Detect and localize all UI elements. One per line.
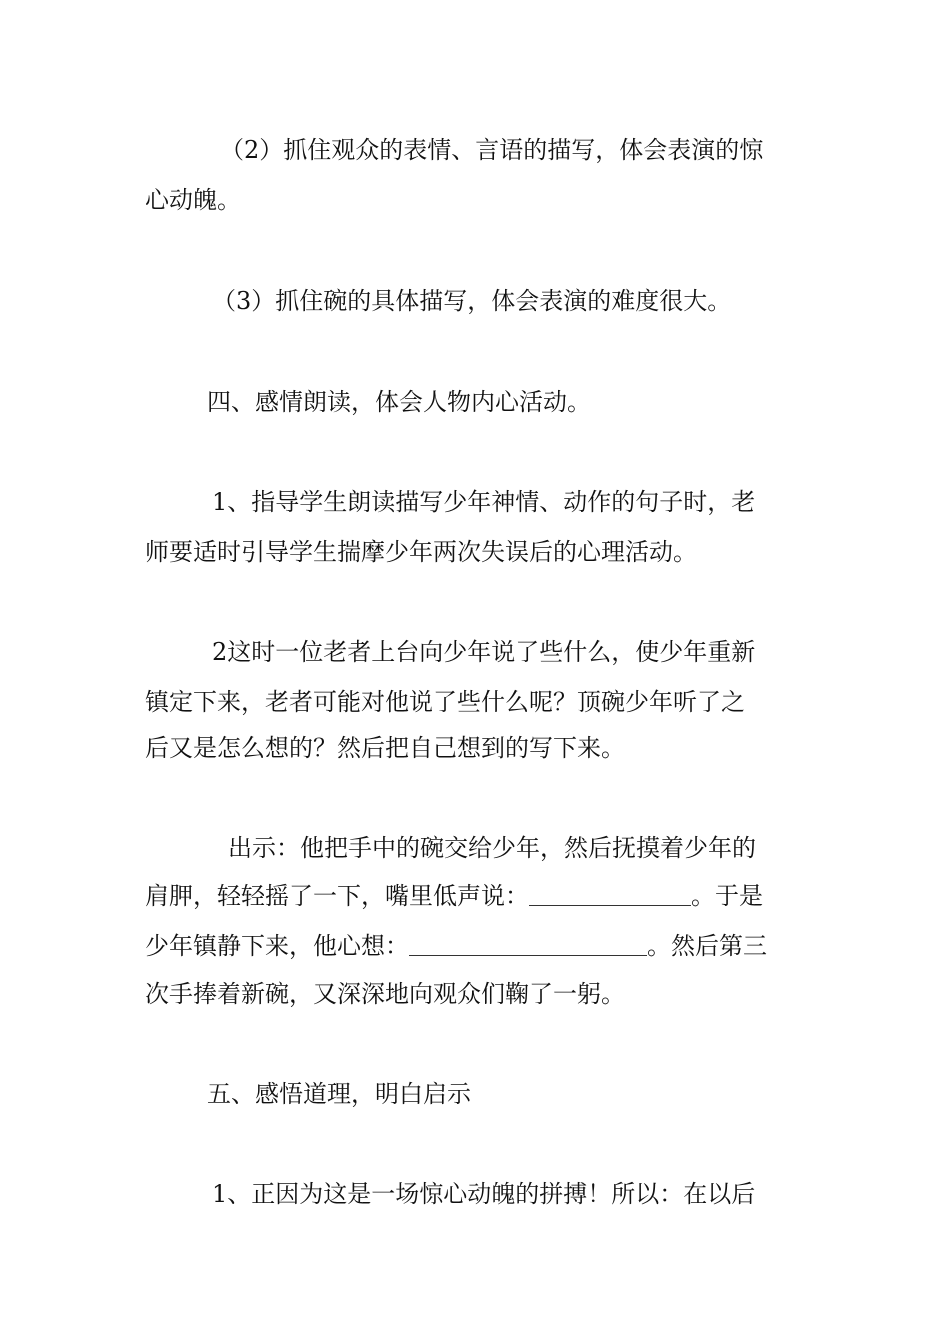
section-heading-5: 五、感悟道理，明白启示 <box>207 1080 471 1108</box>
p1-text-b: 心动魄。 <box>145 186 241 214</box>
section-heading-4: 四、感情朗读，体会人物内心活动。 <box>207 388 591 416</box>
answer-blank-2[interactable] <box>409 931 647 956</box>
paragraph-6-line3 <box>145 921 767 971</box>
p6-text-d: 少年镇静下来，他心想： <box>145 932 409 960</box>
paragraph-3: （3）抓住碗的具体描写，体会表演的难度很大。 <box>212 287 732 315</box>
paragraph-4-line2: 师要适时引导学生揣摩少年两次失误后的心理活动。 <box>145 538 697 566</box>
paragraph-5-line3: 后又是怎么想的？然后把自己想到的写下来。 <box>145 734 625 762</box>
paragraph-5-line1: 2这时一位老者上台向少年说了些什么，使少年重新 <box>212 638 756 666</box>
paragraph-8: 1、正因为这是一场惊心动魄的拼搏！所以：在以后 <box>212 1180 756 1208</box>
paragraph-6-line1: 出示：他把手中的碗交给少年，然后抚摸着少年的 <box>228 834 756 862</box>
p1-text-a: （2）抓住观众的表情、言语的描写，体会表演的惊 <box>220 136 764 164</box>
paragraph-6-line2 <box>145 871 763 921</box>
paragraph-5-line2: 镇定下来，老者可能对他说了些什么呢？顶碗少年听了之 <box>145 688 745 716</box>
paragraph-2-line2 <box>145 175 241 225</box>
paragraph-4-line1: 1、指导学生朗读描写少年神情、动作的句子时，老 <box>212 488 756 516</box>
paragraph-6-line4: 次手捧着新碗，又深深地向观众们鞠了一躬。 <box>145 980 625 1008</box>
p6-text-c: 。于是 <box>691 882 763 910</box>
answer-blank-1[interactable] <box>529 881 691 906</box>
paragraph-2-line1 <box>220 125 763 175</box>
p6-text-e: 。然后第三 <box>647 932 767 960</box>
p6-text-b: 肩胛，轻轻摇了一下，嘴里低声说： <box>145 882 529 910</box>
